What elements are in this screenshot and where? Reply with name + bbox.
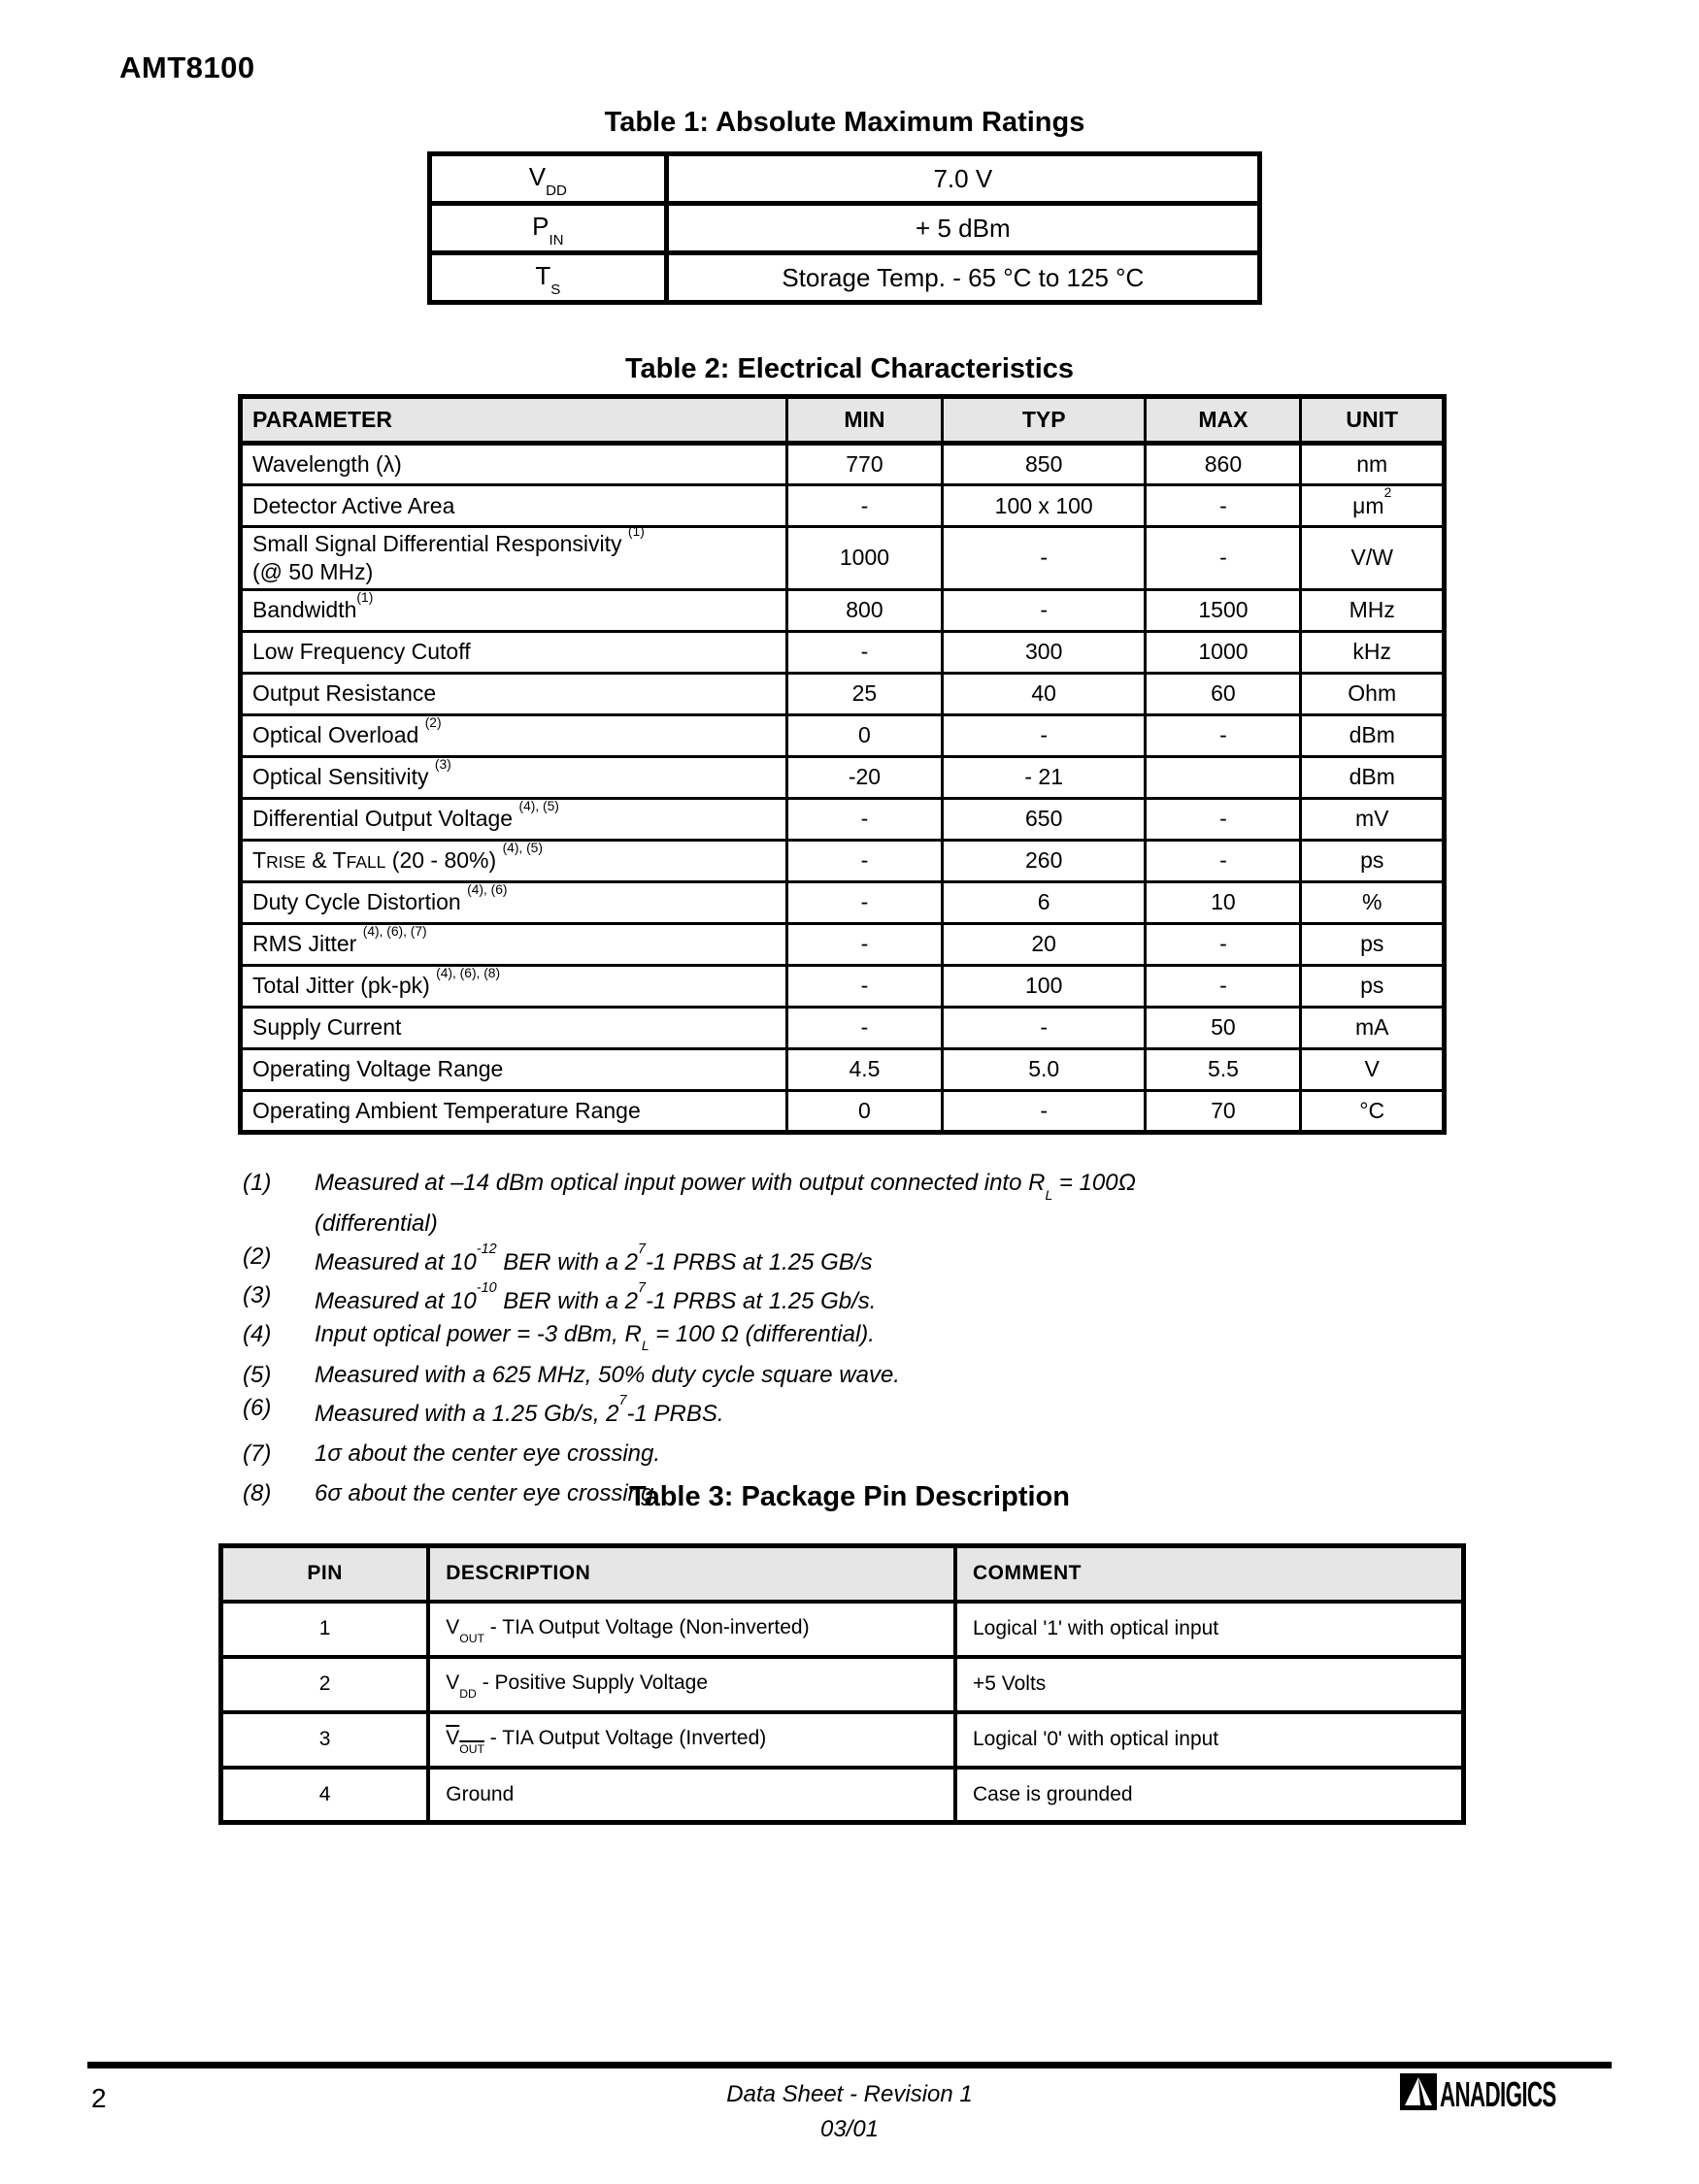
column-header-pin: PIN <box>221 1546 429 1602</box>
table-row <box>430 204 1260 253</box>
table-row <box>241 840 1445 881</box>
footnote-number: (5) <box>243 1361 272 1388</box>
unit-cell: $\mu m^2$ <box>1301 485 1445 527</box>
min-cell: 1000 <box>786 527 942 590</box>
rating-symbol: $V_{DD}$ <box>430 154 667 204</box>
table-row <box>241 965 1445 1007</box>
description-cell: $V_{DD}$ - Positive Supply Voltage <box>428 1657 955 1712</box>
unit-cell: MHz <box>1301 589 1445 631</box>
unit-cell: kHz <box>1301 631 1445 673</box>
typ-cell: 260 <box>942 840 1146 881</box>
max-cell <box>1146 756 1301 798</box>
table-row <box>241 756 1445 798</box>
table-row <box>241 589 1445 631</box>
typ-cell: 850 <box>942 444 1146 485</box>
table-header-row <box>241 397 1445 444</box>
max-cell: 5.5 <box>1146 1048 1301 1090</box>
unit-cell: dBm <box>1301 714 1445 756</box>
table-row <box>221 1602 1464 1657</box>
footnote <box>243 1279 1388 1318</box>
typ-cell: - <box>942 1007 1146 1048</box>
footnote-number: (7) <box>243 1439 272 1467</box>
typ-cell: 20 <box>942 923 1146 965</box>
footnote-text: Measured with a 1.25 Gb/s, $2^7-1$ PRBS. <box>315 1392 724 1427</box>
typ-cell: 6 <box>942 881 1146 923</box>
min-cell: - <box>786 798 942 840</box>
min-cell: - <box>786 1007 942 1048</box>
column-header-parameter: PARAMETER <box>241 397 787 444</box>
max-cell: 60 <box>1146 673 1301 714</box>
min-cell: - <box>786 923 942 965</box>
table-row <box>430 154 1260 204</box>
table-row <box>241 485 1445 527</box>
footer-date: 03/01 <box>819 2116 880 2142</box>
comment-cell: Logical '1' with optical input <box>955 1602 1464 1657</box>
param-cell: Low Frequency Cutoff <box>241 631 787 673</box>
param-cell: TRISE & TFALL (20 - 80%) $^{(4), (5)}$ <box>241 840 787 881</box>
rating-symbol: $T_S$ <box>430 253 667 303</box>
max-cell: - <box>1146 798 1301 840</box>
max-cell: - <box>1146 965 1301 1007</box>
footnote-text: Measured at $10^{-10}$ BER with a $2^7-1$ PRBS at 1.25 Gb/s. <box>315 1279 877 1314</box>
footnote <box>243 1438 1388 1471</box>
column-header-comment: COMMENT <box>955 1546 1464 1602</box>
footnote-text: Measured at –14 dBm optical input power with output connected into $R_L = 100\Omega$ (differential) <box>315 1170 1136 1237</box>
min-cell: 0 <box>786 1090 942 1132</box>
pin-cell: 2 <box>221 1657 429 1712</box>
max-cell: - <box>1146 923 1301 965</box>
table3-title: Table 3: Package Pin Description <box>629 1481 1070 1512</box>
param-cell: Small Signal Differential Responsivity $^{(1)}$ (@ 50 MHz) <box>241 527 787 590</box>
max-cell: - <box>1146 485 1301 527</box>
param-cell: Detector Active Area <box>241 485 787 527</box>
column-header-min: MIN <box>786 397 942 444</box>
min-cell: -20 <box>786 756 942 798</box>
param-cell: Total Jitter (pk-pk) $^{(4), (6), (8)}$ <box>241 965 787 1007</box>
unit-cell: ps <box>1301 965 1445 1007</box>
footnote <box>243 1318 1388 1359</box>
max-cell: - <box>1146 527 1301 590</box>
unit-cell: mV <box>1301 798 1445 840</box>
param-cell: Operating Ambient Temperature Range <box>241 1090 787 1132</box>
product-title: AMT8100 <box>119 50 255 84</box>
typ-cell: - <box>942 589 1146 631</box>
package-pin-description-table <box>218 1543 1466 1825</box>
table-row <box>241 673 1445 714</box>
typ-cell: 5.0 <box>942 1048 1146 1090</box>
table-row <box>241 631 1445 673</box>
footnote-text: Input optical power = -3 dBm, $R_L = 100$ Ω (differential). <box>315 1320 875 1354</box>
param-cell: Optical Sensitivity $^{(3)}$ <box>241 756 787 798</box>
footnote-number: (6) <box>243 1394 272 1421</box>
unit-cell: mA <box>1301 1007 1445 1048</box>
min-cell: 0 <box>786 714 942 756</box>
param-cell: Operating Voltage Range <box>241 1048 787 1090</box>
min-cell: 4.5 <box>786 1048 942 1090</box>
table-row <box>241 798 1445 840</box>
rating-value: Storage Temp. - 65 °C to 125 °C <box>666 253 1259 303</box>
param-cell: Output Resistance <box>241 673 787 714</box>
param-cell: Supply Current <box>241 1007 787 1048</box>
column-header-typ: TYP <box>942 397 1146 444</box>
comment-cell: Case is grounded <box>955 1768 1464 1823</box>
table-row <box>241 1007 1445 1048</box>
min-cell: - <box>786 965 942 1007</box>
typ-cell: 650 <box>942 798 1146 840</box>
unit-cell: V <box>1301 1048 1445 1090</box>
min-cell: 770 <box>786 444 942 485</box>
max-cell: 860 <box>1146 444 1301 485</box>
column-header-max: MAX <box>1146 397 1301 444</box>
min-cell: 25 <box>786 673 942 714</box>
typ-cell: - <box>942 527 1146 590</box>
min-cell: - <box>786 485 942 527</box>
description-cell: $V_{OUT}$ - TIA Output Voltage (Inverted) <box>428 1712 955 1768</box>
max-cell: 50 <box>1146 1007 1301 1048</box>
table2-title: Table 2: Electrical Characteristics <box>624 353 1075 384</box>
table-row <box>241 444 1445 485</box>
typ-cell: - <box>942 714 1146 756</box>
min-cell: - <box>786 840 942 881</box>
rating-value: + 5 dBm <box>666 204 1259 253</box>
pin-cell: 4 <box>221 1768 429 1823</box>
param-cell: Wavelength (λ) <box>241 444 787 485</box>
logo-wordmark: ANADIGICS <box>1440 2073 1556 2114</box>
table-row <box>241 923 1445 965</box>
typ-cell: - 21 <box>942 756 1146 798</box>
column-header-unit: UNIT <box>1301 397 1445 444</box>
table-row <box>241 527 1445 590</box>
footnote-number: (8) <box>243 1479 272 1506</box>
max-cell: - <box>1146 840 1301 881</box>
footnote-text: Measured with a 625 MHz, 50% duty cycle square wave. <box>315 1361 900 1388</box>
absolute-maximum-ratings-table <box>427 151 1262 305</box>
pin-cell: 1 <box>221 1602 429 1657</box>
footer-revision: Data Sheet - Revision 1 <box>726 2081 973 2107</box>
footnote-number: (4) <box>243 1320 272 1347</box>
unit-cell: V/W <box>1301 527 1445 590</box>
footnote-number: (3) <box>243 1281 272 1308</box>
footnote-text: 6σ about the center eye crossing. <box>315 1479 661 1506</box>
footnote-number: (1) <box>243 1170 272 1196</box>
rating-value: 7.0 V <box>666 154 1259 204</box>
table-row <box>221 1657 1464 1712</box>
table-row <box>241 1048 1445 1090</box>
page-number: 2 <box>91 2083 107 2113</box>
description-cell: Ground <box>428 1768 955 1823</box>
table-row <box>221 1768 1464 1823</box>
param-cell: Duty Cycle Distortion $^{(4), (6)}$ <box>241 881 787 923</box>
max-cell: 10 <box>1146 881 1301 923</box>
footnote <box>243 1392 1388 1431</box>
min-cell: 800 <box>786 589 942 631</box>
typ-cell: 100 x 100 <box>942 485 1146 527</box>
param-cell: Bandwidth$^{(1)}$ <box>241 589 787 631</box>
table-header-row <box>221 1546 1464 1602</box>
rating-symbol: $P_{IN}$ <box>430 204 667 253</box>
table-row <box>430 253 1260 303</box>
comment-cell: Logical '0' with optical input <box>955 1712 1464 1768</box>
typ-cell: 40 <box>942 673 1146 714</box>
unit-cell: nm <box>1301 444 1445 485</box>
electrical-characteristics-table <box>238 394 1447 1135</box>
max-cell: 70 <box>1146 1090 1301 1132</box>
table-row <box>241 714 1445 756</box>
typ-cell: 100 <box>942 965 1146 1007</box>
footnote <box>243 1241 1388 1279</box>
min-cell: - <box>786 881 942 923</box>
table-row <box>241 881 1445 923</box>
param-cell: Differential Output Voltage $^{(4), (5)}$ <box>241 798 787 840</box>
unit-cell: dBm <box>1301 756 1445 798</box>
footnote <box>243 1359 1388 1392</box>
typ-cell: 300 <box>942 631 1146 673</box>
footnote-text: 1σ about the center eye crossing. <box>315 1439 661 1467</box>
unit-cell: % <box>1301 881 1445 923</box>
footnote <box>243 1167 1388 1241</box>
footnotes-section <box>243 1167 1388 1510</box>
footnote-number: (2) <box>243 1242 272 1270</box>
table-row <box>241 1090 1445 1132</box>
min-cell: - <box>786 631 942 673</box>
unit-cell: °C <box>1301 1090 1445 1132</box>
column-header-description: DESCRIPTION <box>428 1546 955 1602</box>
unit-cell: ps <box>1301 923 1445 965</box>
anadigics-logo <box>1400 2073 1627 2115</box>
unit-cell: ps <box>1301 840 1445 881</box>
max-cell: 1500 <box>1146 589 1301 631</box>
pin-cell: 3 <box>221 1712 429 1768</box>
param-cell: Optical Overload $^{(2)}$ <box>241 714 787 756</box>
footer-rule <box>87 2062 1612 2068</box>
max-cell: 1000 <box>1146 631 1301 673</box>
unit-cell: Ohm <box>1301 673 1445 714</box>
table-row <box>221 1712 1464 1768</box>
description-cell: $V_{OUT}$ - TIA Output Voltage (Non-inverted) <box>428 1602 955 1657</box>
typ-cell: - <box>942 1090 1146 1132</box>
comment-cell: +5 Volts <box>955 1657 1464 1712</box>
logo-mark-icon <box>1400 2073 1437 2115</box>
footnote-text: Measured at $10^{-12}$ BER with a $2^7-1$ PRBS at 1.25 GB/s <box>315 1241 873 1275</box>
max-cell: - <box>1146 714 1301 756</box>
param-cell: RMS Jitter $^{(4), (6), (7)}$ <box>241 923 787 965</box>
table1-title: Table 1: Absolute Maximum Ratings <box>604 107 1085 138</box>
